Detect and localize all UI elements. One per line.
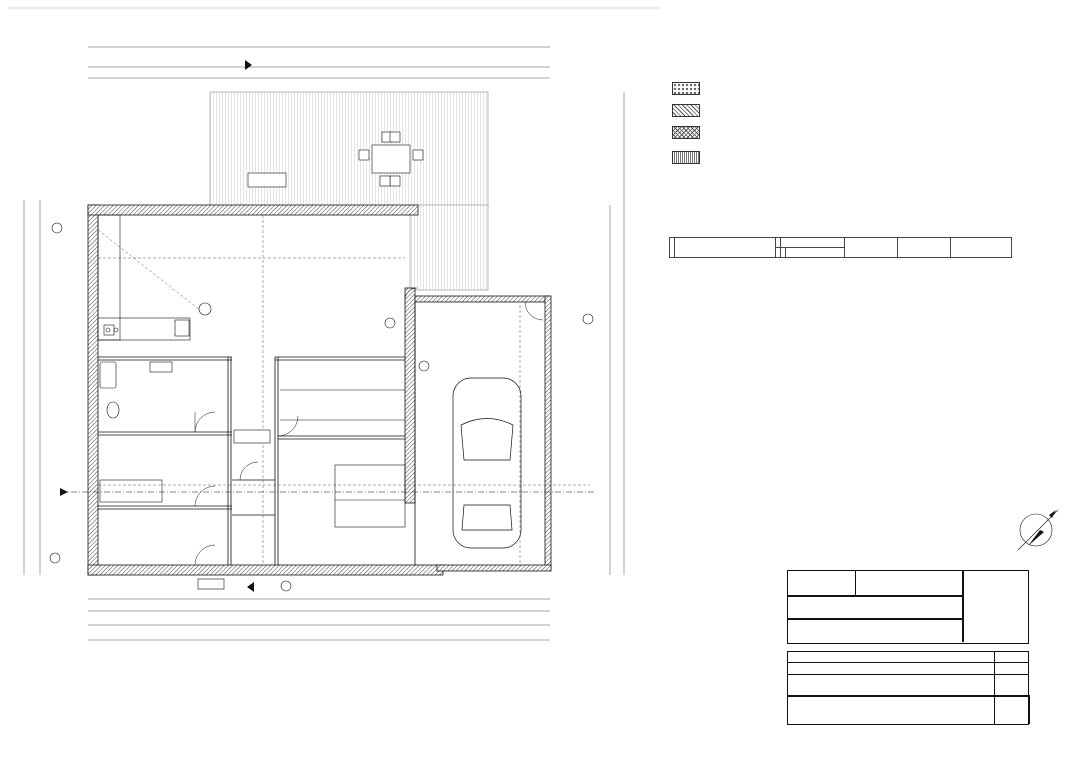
col-header xyxy=(951,238,1012,258)
title-block-upper xyxy=(787,570,1029,644)
kitchen-counter xyxy=(98,215,211,340)
terrace-deck xyxy=(210,92,488,207)
legend-swatch-insulation xyxy=(672,151,700,164)
legend-swatch-porfix xyxy=(672,104,700,117)
col-header xyxy=(898,238,951,258)
col-header xyxy=(786,248,845,258)
car-symbol xyxy=(453,378,521,548)
bedroom-furniture xyxy=(280,390,405,527)
legend-swatch-europanel xyxy=(672,82,700,95)
col-header xyxy=(781,238,845,248)
north-arrow-icon xyxy=(1008,502,1068,562)
col-header xyxy=(675,238,776,258)
door-swings xyxy=(195,288,543,565)
rooms-table xyxy=(669,237,1012,258)
legend-swatch-partition xyxy=(672,126,700,139)
col-header xyxy=(845,238,898,258)
